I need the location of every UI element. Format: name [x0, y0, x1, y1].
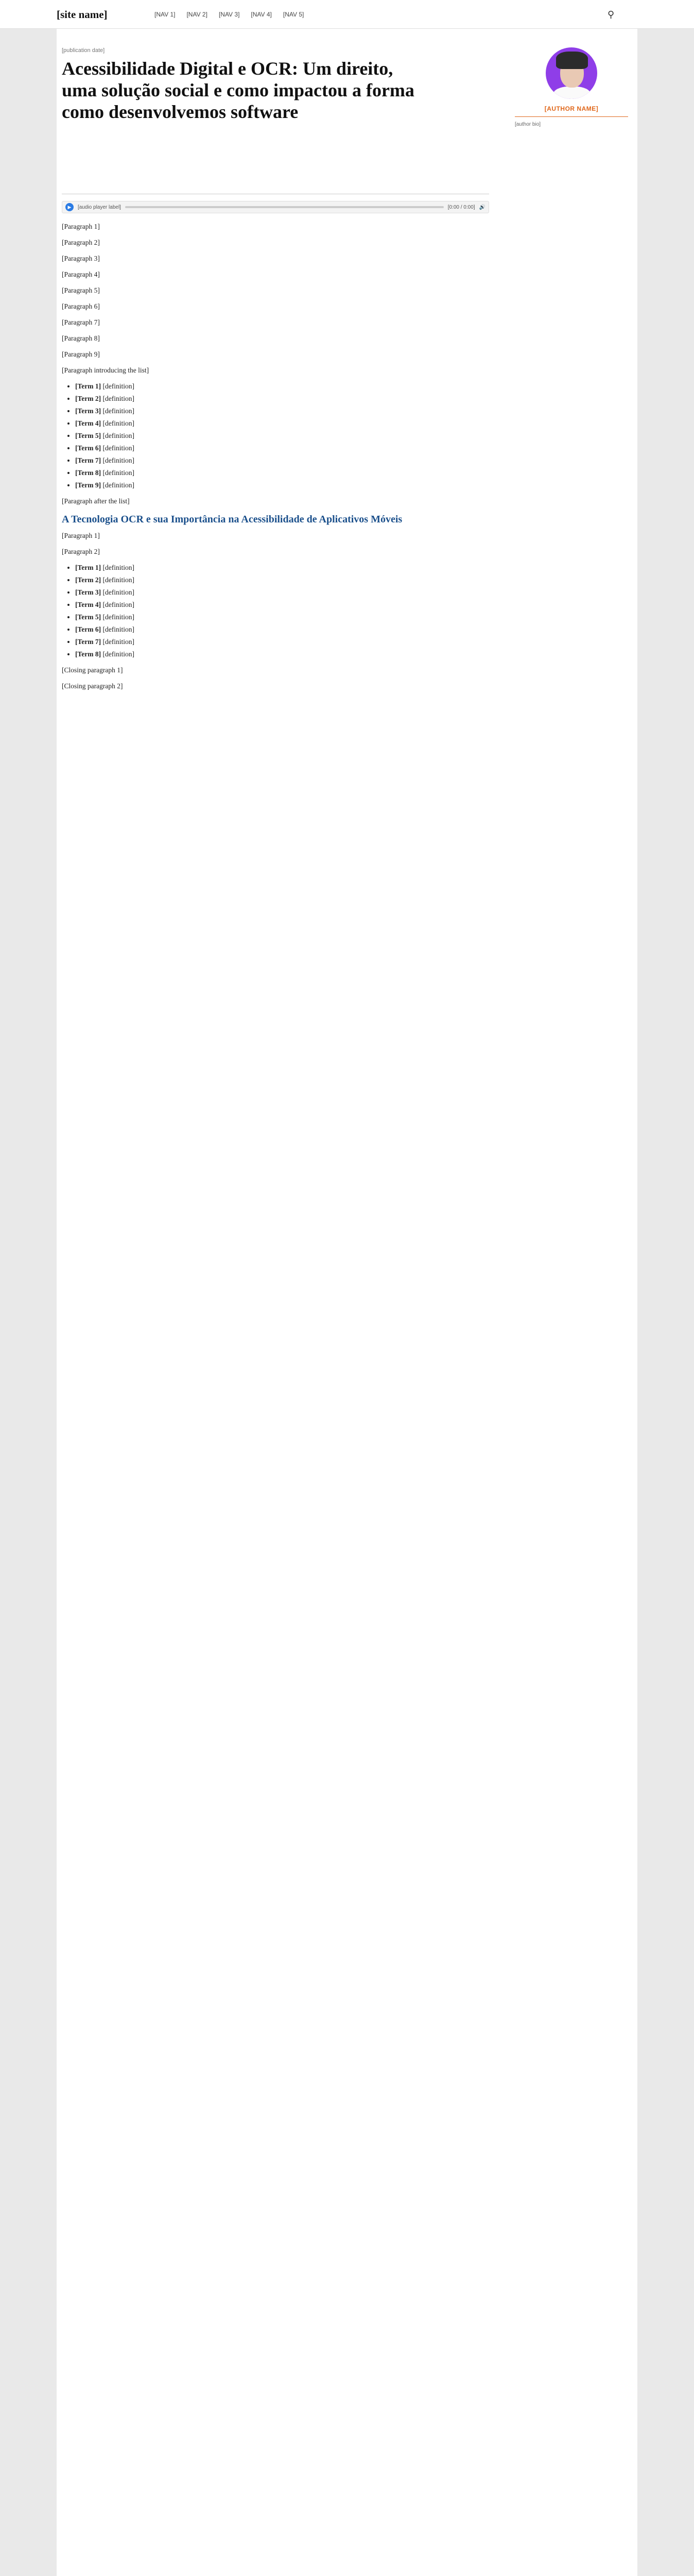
list-term: [Term 5] — [75, 613, 101, 621]
list-text: [definition] — [102, 625, 134, 633]
search-icon[interactable]: ⚲ — [608, 9, 615, 20]
list-item — [75, 575, 489, 585]
avatar-hair — [556, 52, 588, 69]
avatar-shirt — [553, 87, 591, 99]
principles-list — [75, 381, 489, 490]
list-item — [75, 600, 489, 609]
list-text: [definition] — [102, 469, 134, 477]
list-item — [75, 480, 489, 490]
list-term: [Term 7] — [75, 456, 101, 464]
nav-item[interactable]: [NAV 5] — [283, 11, 304, 18]
audio-label: [audio player label] — [78, 204, 121, 210]
list-term: [Term 3] — [75, 588, 101, 596]
paragraph: [Paragraph 4] — [62, 270, 100, 278]
list-term: [Term 4] — [75, 419, 101, 427]
list-text: [definition] — [102, 395, 134, 402]
volume-icon[interactable]: 🔊 — [479, 204, 485, 210]
paragraph: [Paragraph introducing the list] — [62, 366, 149, 374]
list-text: [definition] — [102, 407, 134, 415]
nav-item[interactable]: [NAV 3] — [218, 11, 240, 18]
list-term: [Term 1] — [75, 382, 101, 390]
section-heading: A Tecnologia OCR e sua Importância na Acessibilidade de Aplicativos Móveis — [62, 514, 403, 525]
list-item — [75, 418, 489, 428]
list-text: [definition] — [102, 613, 134, 621]
list-item — [75, 406, 489, 416]
list-term: [Term 2] — [75, 576, 101, 584]
audio-time: [0:00 / 0:00] — [447, 204, 475, 210]
list-text: [definition] — [102, 601, 134, 608]
paragraph: [Paragraph 2] — [62, 239, 100, 246]
paragraph: [Closing paragraph 1] — [62, 666, 123, 674]
article-body — [62, 222, 489, 2576]
paragraph: [Paragraph 3] — [62, 255, 100, 262]
list-item — [75, 612, 489, 622]
nav-item[interactable]: [NAV 1] — [154, 11, 176, 18]
list-text: [definition] — [102, 382, 134, 390]
list-term: [Term 8] — [75, 650, 101, 658]
audio-progress[interactable] — [125, 206, 444, 208]
publication-date: [publication date] — [62, 47, 105, 54]
list-term: [Term 1] — [75, 564, 101, 571]
list-item — [75, 624, 489, 634]
author-sidebar — [515, 47, 628, 128]
list-item — [75, 431, 489, 440]
list-term: [Term 6] — [75, 625, 101, 633]
list-item — [75, 443, 489, 453]
list-item — [75, 394, 489, 403]
list-text: [definition] — [102, 588, 134, 596]
list-text: [definition] — [102, 456, 134, 464]
list-item — [75, 468, 489, 478]
list-item — [75, 649, 489, 659]
paragraph: [Paragraph 9] — [62, 350, 100, 358]
list-text: [definition] — [102, 650, 134, 658]
audio-player — [62, 201, 489, 213]
author-name[interactable]: [AUTHOR NAME] — [544, 105, 599, 112]
list-text: [definition] — [102, 419, 134, 427]
list-text: [definition] — [102, 444, 134, 452]
author-bio: [author bio] — [515, 122, 541, 127]
paragraph: [Paragraph 5] — [62, 286, 100, 294]
list-item — [75, 455, 489, 465]
list-term: [Term 9] — [75, 481, 101, 489]
list-term: [Term 2] — [75, 395, 101, 402]
list-item — [75, 563, 489, 572]
paragraph: [Paragraph 1] — [62, 223, 100, 230]
play-icon[interactable]: ▶ — [65, 203, 74, 211]
list-text: [definition] — [102, 481, 134, 489]
paragraph: [Paragraph 2] — [62, 548, 100, 555]
site-brand[interactable]: [site name] — [57, 8, 108, 21]
list-text: [definition] — [102, 432, 134, 439]
paragraph: [Paragraph 6] — [62, 302, 100, 310]
paragraph: [Paragraph 1] — [62, 532, 100, 539]
list-item — [75, 637, 489, 647]
author-avatar[interactable] — [546, 47, 597, 99]
nav-item[interactable]: [NAV 2] — [186, 11, 207, 18]
list-text: [definition] — [102, 576, 134, 584]
list-term: [Term 5] — [75, 432, 101, 439]
paragraph: [Paragraph after the list] — [62, 497, 130, 505]
article-title: Acessibilidade Digital e OCR: Um direito, uma solução social e como impactou a forma como desenvolvemos software — [62, 58, 414, 122]
paragraph: [Paragraph 8] — [62, 334, 100, 342]
paragraph: [Paragraph 7] — [62, 318, 100, 326]
main-nav — [154, 11, 304, 18]
ocr-features-list — [75, 563, 489, 659]
paragraph: [Closing paragraph 2] — [62, 682, 123, 690]
list-term: [Term 8] — [75, 469, 101, 477]
list-term: [Term 7] — [75, 638, 101, 646]
list-text: [definition] — [102, 564, 134, 571]
list-term: [Term 3] — [75, 407, 101, 415]
author-divider — [515, 116, 628, 117]
list-item — [75, 381, 489, 391]
list-item — [75, 587, 489, 597]
list-term: [Term 6] — [75, 444, 101, 452]
nav-item[interactable]: [NAV 4] — [251, 11, 272, 18]
list-text: [definition] — [102, 638, 134, 646]
top-bar — [0, 0, 694, 29]
list-term: [Term 4] — [75, 601, 101, 608]
